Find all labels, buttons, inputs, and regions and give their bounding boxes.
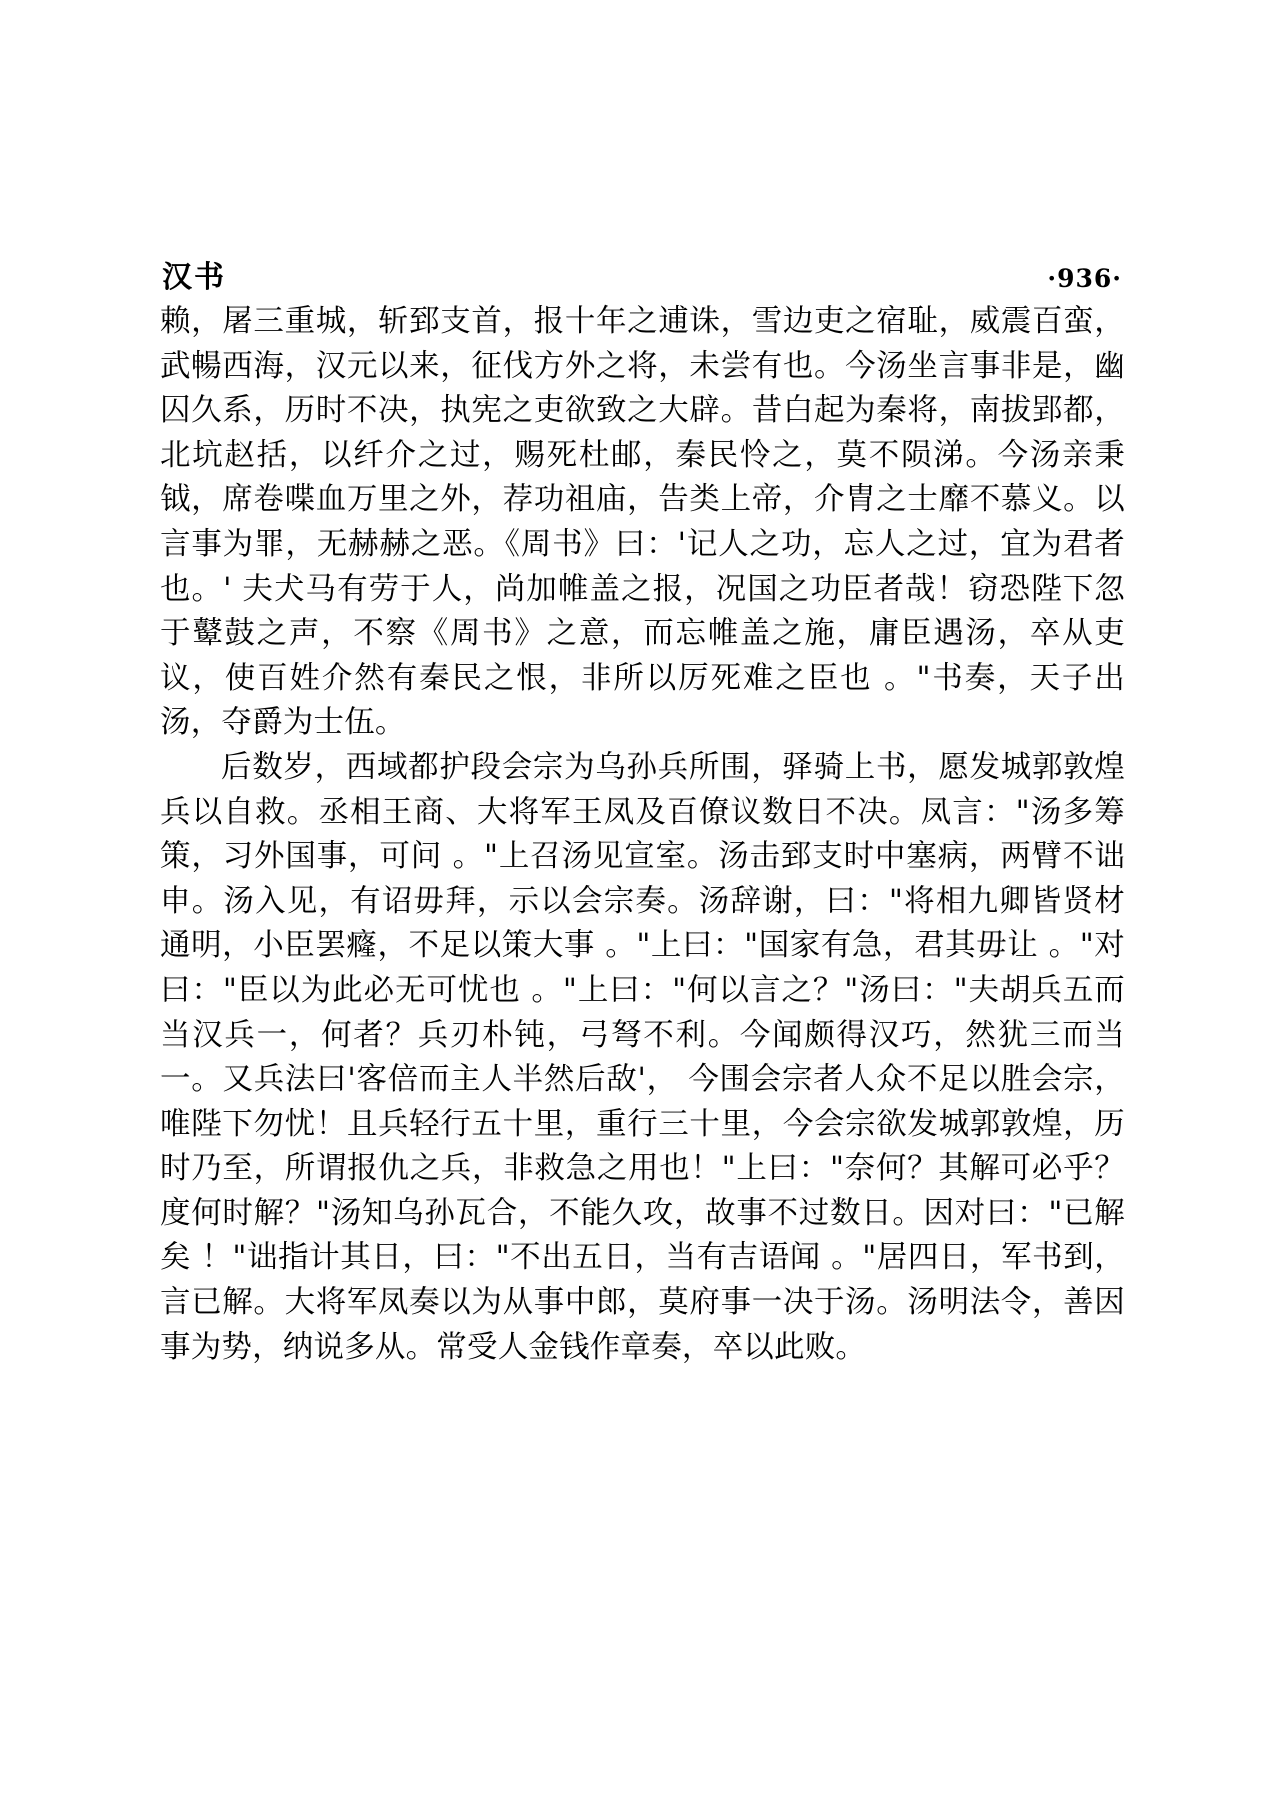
body-text [160, 300, 1125, 1370]
paragraph-2: 后数岁，西域都护段会宗为乌孙兵所围，驿骑上书，愿发城郭敦煌兵以自救。丞相王商、大将军王凤及百僚议数日不决。凤言："汤多筹策，习外国事，可问 。"上召汤见宣室。汤击郅支时中塞病，两臂不诎申。汤入见，有诏毋拜，示以会宗奏。汤辞谢，曰："将相九卿皆贤材通明，小臣罢癃，不足以策大事 。"上曰："国家有急，君其毋让 。"对曰："臣以为此必无可忧也 。"上曰："何以言之？"汤曰："夫胡兵五而当汉兵一，何者？兵刃朴钝，弓弩不利。今闻颇得汉巧，然犹三而当一。又兵法曰'客倍而主人半然后敌'， 今围会宗者人众不足以胜会宗，唯陛下勿忧！且兵轻行五十里，重行三十里，今会宗欲发城郭敦煌，历时乃至，所谓报仇之兵，非救急之用也！"上曰："奈何？其解可必乎？度何时解？"汤知乌孙瓦合，不能久攻，故事不过数日。因对曰："已解矣 ！"诎指计其日，曰："不出五日，当有吉语闻 。"居四日，军书到，言已解。大将军凤奏以为从事中郎，莫府事一决于汤。汤明法令，善因事为势，纳说多从。常受人金钱作章奏，卒以此败。 [160, 749, 1125, 1365]
page-header [162, 252, 1122, 296]
page-number: ·936· [1047, 264, 1122, 293]
paragraph-1: 赖，屠三重城，斩郅支首，报十年之逋诛，雪边吏之宿耻，威震百蛮，武暢西海，汉元以来，征伐方外之将，未尝有也。今汤坐言事非是，幽囚久系，历时不决，执宪之吏欲致之大辟。昔白起为秦将，南拔郢都，北坑赵括，以纤介之过，赐死杜邮，秦民怜之，莫不陨涕。今汤亲秉钺，席卷喋血万里之外，荐功祖庙，告类上帝，介胄之士靡不慕义。以言事为罪，无赫赫之恶。《周书》曰：'记人之功，忘人之过，宜为君者也。' 夫犬马有劳于人，尚加帷盖之报，况国之功臣者哉！窃恐陛下忽于鼙鼓之声，不察《周书》之意，而忘帷盖之施，庸臣遇汤，卒从吏议，使百姓介然有秦民之恨，非所以厉死难之臣也 。"书奏，天子出汤，夺爵为士伍。 [160, 304, 1125, 741]
book-title: 汉书 [162, 260, 226, 295]
